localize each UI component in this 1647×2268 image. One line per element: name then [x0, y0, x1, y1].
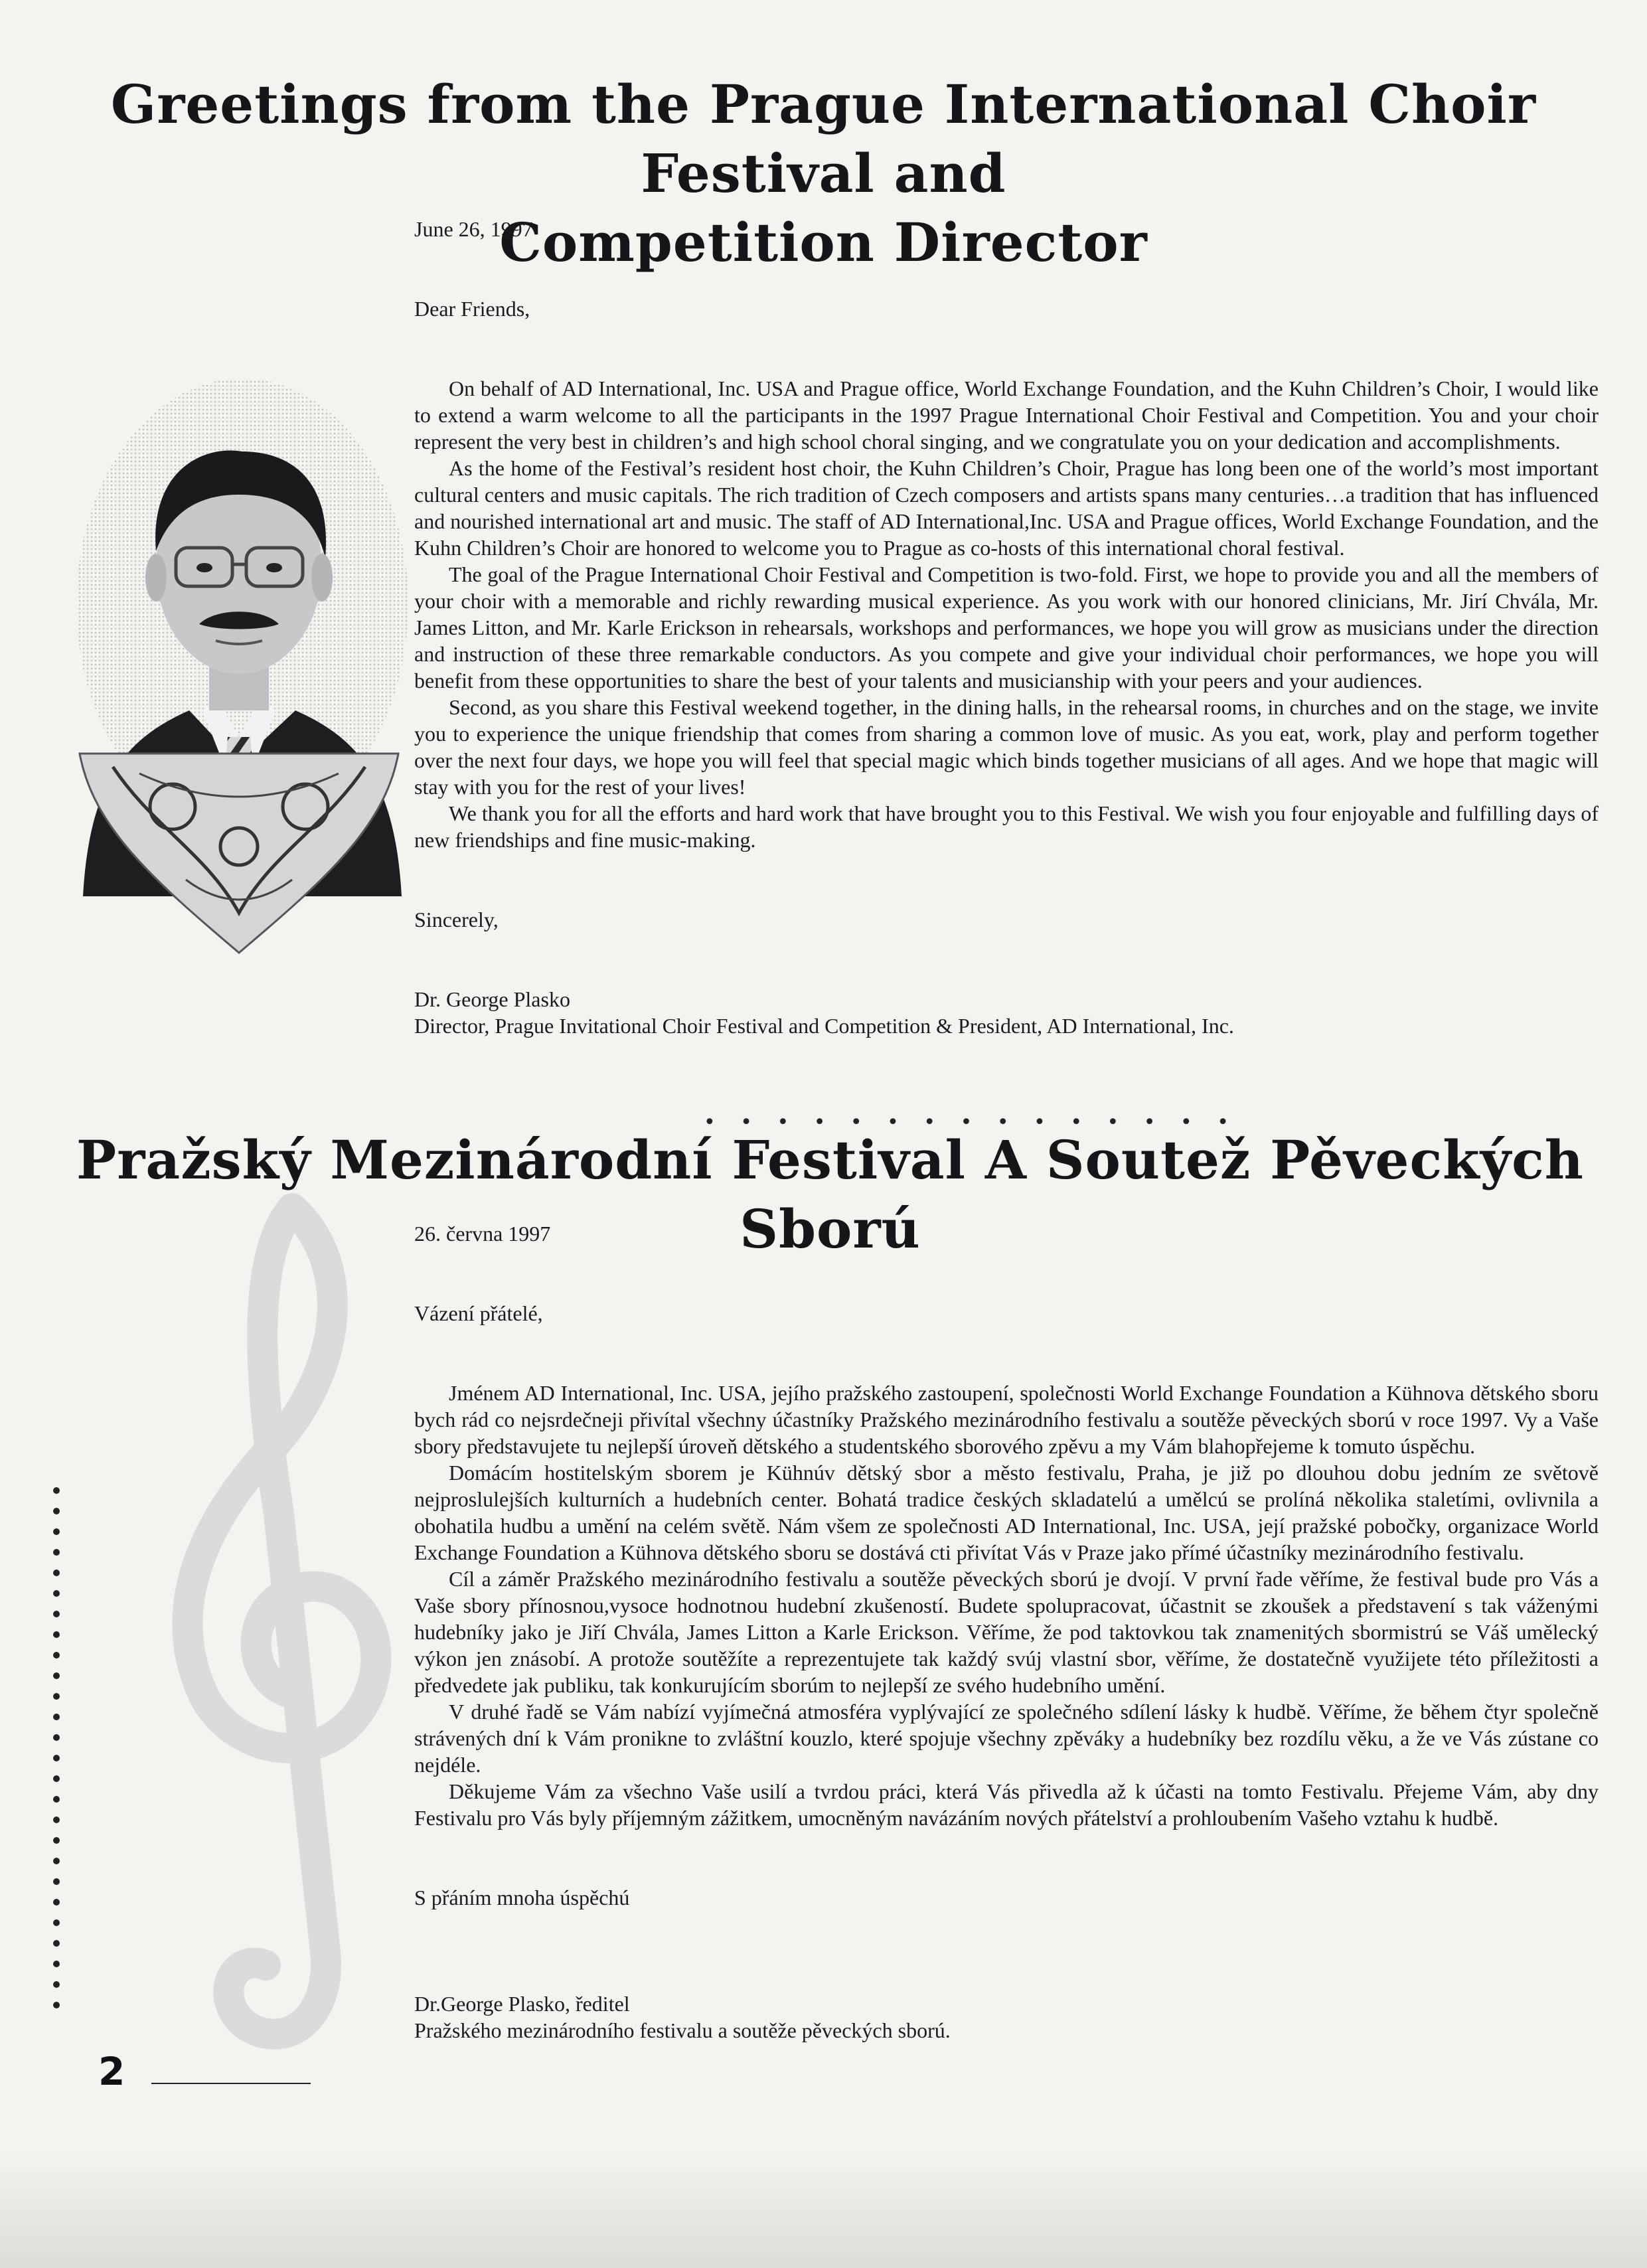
- page-number: 2: [98, 2049, 125, 2094]
- czech-date: 26. června 1997: [414, 1222, 551, 1246]
- english-paragraph: We thank you for all the efforts and hard work that have brought you to this Festival. We wish you four enjoyable and fulfilling days of new friendships and fine music-making.: [414, 801, 1599, 852]
- english-title-line-1: Greetings from the Prague International Choir Festival and: [110, 73, 1537, 204]
- english-greeting: Dear Friends,: [414, 297, 530, 321]
- czech-closing: S přáním mnoha úspěchú: [414, 1886, 630, 1909]
- english-signature-title: Director, Prague Invitational Choir Festival and Competition & President, AD International, Inc.: [414, 1014, 1234, 1038]
- english-date: June 26, 1997: [414, 217, 533, 241]
- english-signature-name: Dr. George Plasko: [414, 987, 570, 1011]
- page-number-rule: [151, 2083, 311, 2084]
- czech-signature-name: Dr.George Plasko, ředitel: [414, 1992, 630, 2016]
- english-paragraph: Second, as you share this Festival weekend together, in the dining halls, in the rehearsal rooms, in churches and on the stage, we invite you to experience the unique friendship that comes from sharing a common love of music. As you eat, work, play and perform together over the next four days, we hope you will feel that special magic which binds together musicians of all ages. And we hope that magic will stay with you for the rest of your lives!: [414, 695, 1599, 799]
- czech-letter: [414, 1220, 1599, 2044]
- margin-dots: [53, 1487, 66, 2022]
- czech-paragraph: Děkujeme Vám za všechno Vaše usilí a tvrdou práci, která Vás přivedla až k účasti na tomto Festivalu. Přejeme Vám, aby dny Festivalu pro Vás byly příjemným zážitkem, umocněným navázáním nových přátelství a prohloubením Vašeho vztahu k hudbě.: [414, 1779, 1599, 1830]
- separator-dots: • • • • • • • • • • • • • • •: [704, 1111, 1238, 1134]
- english-letter: [414, 216, 1599, 1039]
- english-paragraph: On behalf of AD International, Inc. USA and Prague office, World Exchange Foundation, and the Kuhn Children’s Choir, I would like to extend a warm welcome to all the participants in the 1997 Prague International Choir Festival and Competition. You and your choir represent the very best in children’s and high school choral singing, and we congratulate you on your dedication and accomplishments.: [414, 376, 1599, 453]
- page-bottom-shade: [0, 2151, 1647, 2268]
- czech-title: Pražský Mezinárodní Festival A Soutež Pěveckých Sború: [76, 1129, 1584, 1260]
- english-closing: Sincerely,: [414, 908, 499, 932]
- czech-paragraph: Cíl a záměr Pražského mezinárodního festivalu a soutěže pěveckých sború je dvojí. V první řade věříme, že festival bude pro Vás a Vaše sbory přínosnou,vysoce hodnotnou hudební zkušeností. Budete spolupracovat, účastnit se zkoušek a představení s tak váženými hudebníky jako je Jiří Chvála, James Litton a Karle Erickson. Věříme, že pod taktovkou tak znamenitých sbormistrú se Váš umělecký výkon jen znásobí. A protože soutěžíte a reprezentujete tak každý svúj vlastní sbor, věříme, že dostatečně využijete této příležitosti a předvedete jak publiku, tak konkurujícím sborúm to nejlepší ze svého hudebního umění.: [414, 1567, 1599, 1697]
- treble-clef-icon: [126, 1169, 431, 2098]
- czech-greeting: Vázení přátelé,: [414, 1301, 543, 1325]
- czech-paragraph: V druhé řadě se Vám nabízí vyjímečná atmosféra vyplývající ze společného sdílení lásky k hudbě. Věříme, že během čtyr společně strávených dní k Vám pronikne to zvláštní kouzlo, které spojuje všechny zpěváky a hudebníky bez rozdílu věku, a že ve Vás zústane co nejdéle.: [414, 1700, 1599, 1777]
- english-paragraph: The goal of the Prague International Choir Festival and Competition is two-fold. First, we hope to provide you and all the members of your choir with a memorable and richly rewarding musical experience. As you work with our honored clinicians, Mr. Jirí Chvála, Mr. James Litton, and Mr. Karle Erickson in rehearsals, workshops and performances, we hope you will grow as musicians under the direction and instruction of these three remarkable conductors. As you compete and give your individual choir performances, we hope you will benefit from these opportunities to share the best of your talents and musicianship with your peers and your audiences.: [414, 562, 1599, 692]
- decorative-ornament: [73, 747, 405, 959]
- english-title-line-2: Competition Director: [499, 211, 1148, 274]
- czech-signature-title: Pražského mezinárodního festivalu a soutěže pěveckých sború.: [414, 2018, 951, 2042]
- czech-paragraph: Jménem AD International, Inc. USA, jejího pražského zastoupení, společnosti World Exchange Foundation a Kühnova dětského sboru bych rád co nejsrdečneji přivítal všechny účastníky Pražského mezinárodního festivalu a soutěže pěveckých sború v roce 1997. Vy a Vaše sbory představujete tu nejlepší úroveň dětského a studentského sborového zpěvu a my Vám blahopřejeme k tomuto úspěchu.: [414, 1381, 1599, 1458]
- english-paragraph: As the home of the Festival’s resident host choir, the Kuhn Children’s Choir, Prague has long been one of the world’s most important cultural centers and music capitals. The rich tradition of Czech composers and artists spans many centuries…a tradition that has influenced and nourished international art and music. The staff of AD International,Inc. USA and Prague offices, World Exchange Foundation, and the Kuhn Children’s Choir are honored to welcome you to Prague as co-hosts of this international choral festival.: [414, 456, 1599, 560]
- czech-paragraph: Domácím hostitelským sborem je Kühnúv dětský sbor a město festivalu, Praha, je již po dlouhou dobu jedním ze světově nejproslulejších kulturních a hudebních center. Bohatá tradice českých skladatelú a umělcú se prolíná několika staletími, ovlivnila a obohatila hudbu a umění na celém světě. Nám všem ze společnosti AD International, Inc. USA, její pražské pobočky, organizace World Exchange Foundation a Kühnova dětského sboru se dostává cti přivítat Vás v Praze jako přímé účastníky mezinárodního festivalu.: [414, 1461, 1599, 1564]
